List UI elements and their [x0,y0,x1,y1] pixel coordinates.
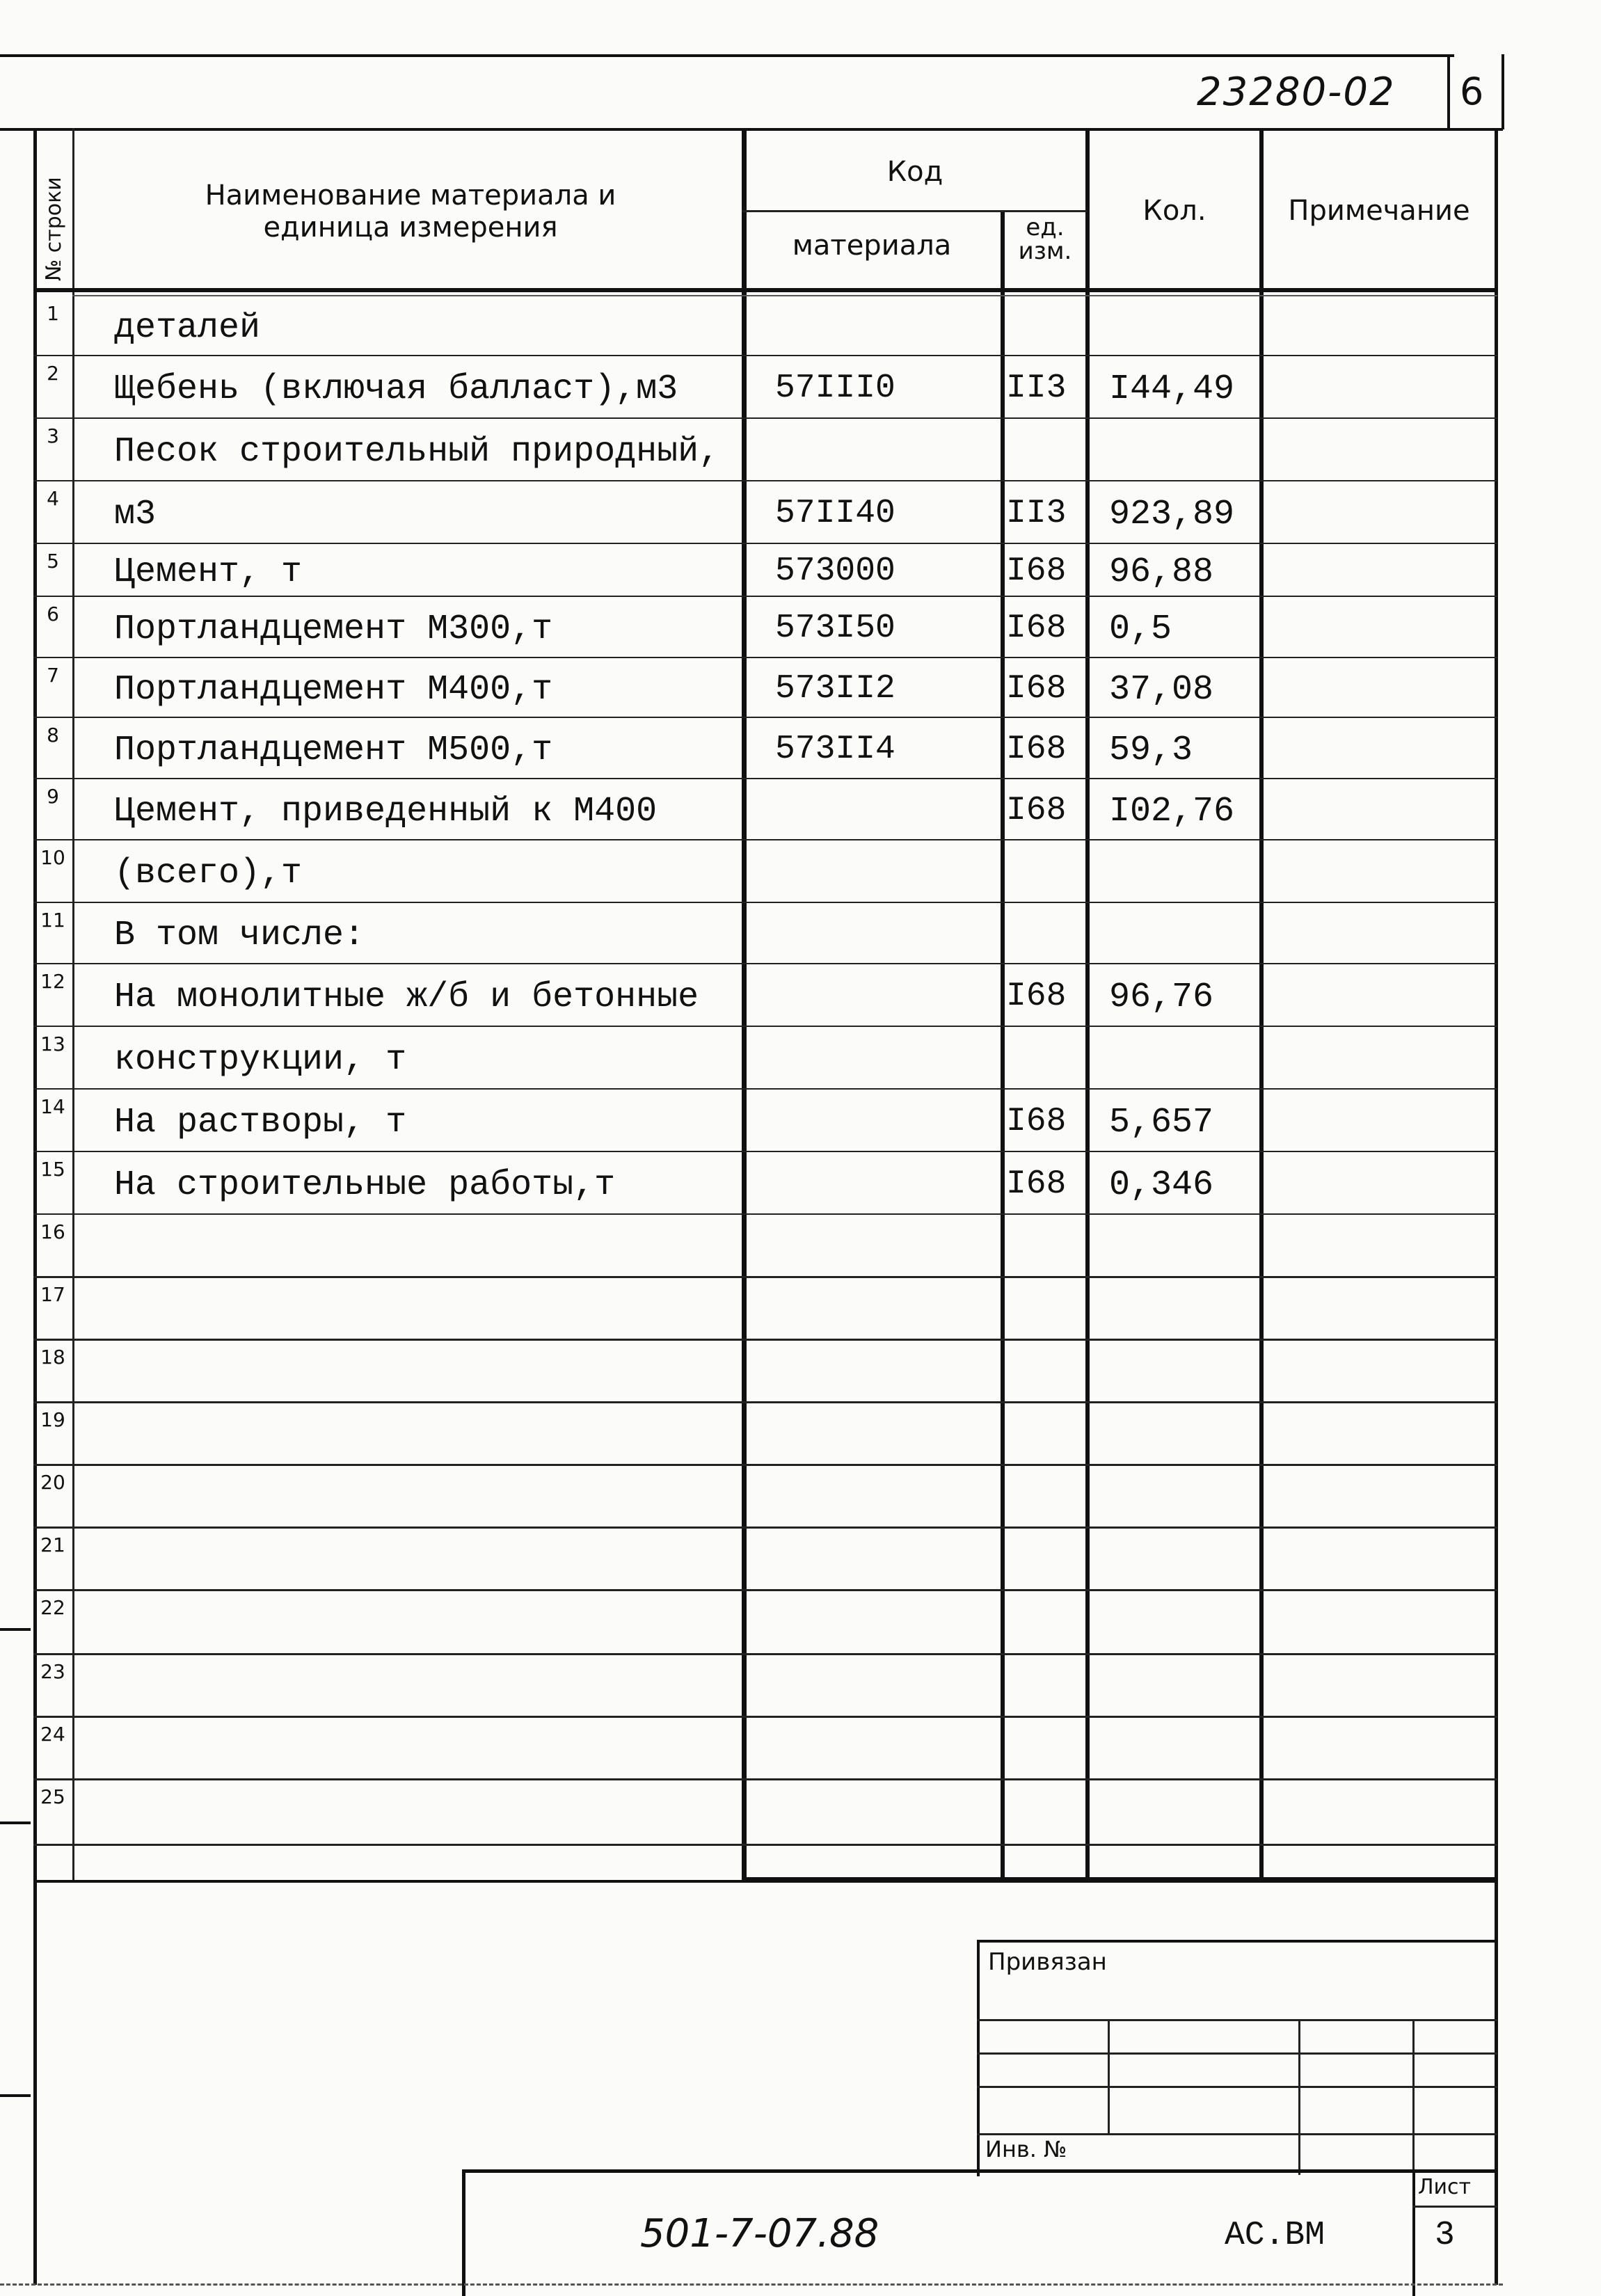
cell-unit: I68 [1006,609,1067,647]
header-bottom-line [0,128,1503,131]
page-box-divider [1447,54,1450,129]
cell-name: Щебень (включая балласт),м3 [114,369,678,409]
cell-code: 57III0 [775,369,895,407]
cell-unit: I68 [1006,670,1067,708]
cell-unit: I68 [1006,1103,1067,1140]
stamp-v-2 [1298,2019,1300,2175]
row-number: 3 [47,424,59,447]
col-divider-code [1001,212,1005,1882]
header-code: Код [886,156,943,188]
bottom-trim-line [0,2283,1503,2286]
margin-tick-3 [0,2094,31,2097]
row-number: 1 [47,302,59,325]
row-number: 11 [40,909,65,932]
row-line [33,963,1497,964]
row-line [33,1151,1497,1152]
row-number: 5 [47,550,59,573]
page-number: 6 [1460,70,1484,113]
cell-name: Песок строительный природный, [114,432,720,472]
row-line [33,778,1497,779]
row-number: 18 [40,1346,65,1369]
row-line [33,657,1497,658]
titleblock-left [462,2169,465,2296]
row-line [33,480,1497,481]
row-line [33,596,1497,597]
row-line [33,1026,1497,1027]
row-line [33,1088,1497,1090]
col-divider-qty [1259,128,1264,1881]
cell-code: 573000 [775,552,895,590]
frame-left [33,128,37,2285]
stamp-line-4 [977,2133,1497,2135]
row-number: 4 [47,487,59,510]
cell-name: Портландцемент М300,т [114,609,553,649]
cell-name: Портландцемент М400,т [114,670,553,710]
row-number: 7 [47,664,59,687]
cell-unit: I68 [1006,978,1067,1015]
cell-qty: 0,346 [1109,1165,1214,1205]
cell-name: Портландцемент М500,т [114,731,553,770]
row-line [33,1716,1497,1718]
cell-qty: 37,08 [1109,670,1214,710]
row-number: 23 [40,1660,65,1683]
row-number: 15 [40,1158,65,1181]
cell-code: 573II4 [775,731,895,768]
row-line [33,1401,1497,1403]
cell-qty: 5,657 [1109,1103,1214,1142]
stamp-line-2 [977,2052,1497,2055]
header-code-split [742,210,1087,212]
row-line [33,902,1497,903]
cell-unit: I68 [1006,792,1067,829]
sheet-value: 3 [1435,2217,1455,2254]
header-table-bottom [33,288,1497,292]
row-number: 25 [40,1785,65,1808]
header-code-unit: ед. изм. [1018,214,1072,265]
row-line [33,1653,1497,1655]
top-border-line [0,54,1454,57]
cell-qty: I44,49 [1109,369,1235,409]
cell-name: деталей [114,308,261,348]
row-number: 19 [40,1408,65,1431]
cell-qty: 59,3 [1109,731,1193,770]
row-number: 12 [40,970,65,993]
row-number: 8 [47,724,59,747]
stamp-left [977,1940,980,2176]
margin-tick-2 [0,1821,31,1824]
cell-qty: I02,76 [1109,792,1235,831]
row-line [33,417,1497,419]
stamp-top [977,1940,1497,1943]
cell-name: Цемент, приведенный к М400 [114,792,658,831]
stamp-line-3 [977,2086,1497,2088]
row-line [33,1589,1497,1591]
header-qty: Кол. [1142,195,1206,227]
header-note: Примечание [1288,195,1470,227]
row-number: 2 [47,362,59,385]
cell-qty: 923,89 [1109,495,1235,534]
row-number: 10 [40,846,65,869]
col-divider-rownum [72,128,74,1881]
row-line [33,1778,1497,1780]
sheet-label: Лист [1418,2175,1472,2199]
row-number: 21 [40,1533,65,1556]
row-number: 16 [40,1220,65,1243]
row-number: 24 [40,1723,65,1746]
row-line [33,543,1497,544]
row-line [33,1276,1497,1278]
doc-number: 23280-02 [1197,70,1396,115]
table-bottom-left [33,1880,743,1883]
cell-code: 57II40 [775,495,895,532]
header-name: Наименование материала и единица измерения [205,180,616,244]
designation: 501-7-07.88 [640,2211,879,2256]
row-line [33,1339,1497,1341]
sheet-label-line [1412,2206,1497,2208]
row-line [33,1464,1497,1466]
row-number: 9 [47,785,59,808]
frame-right [1495,128,1498,2285]
col-divider-name [742,128,747,1881]
cell-name: На строительные работы,т [114,1165,616,1205]
cell-qty: 96,76 [1109,978,1214,1017]
header-code-material: материала [792,230,952,262]
cell-name: Цемент, т [114,552,303,592]
table-bottom-thick [742,1877,1497,1883]
cell-qty: 0,5 [1109,609,1172,649]
stamp-v-1 [1108,2019,1110,2133]
cell-name: м3 [114,495,157,534]
header-table-bottom-2 [72,295,1497,296]
row-line [33,1844,1497,1846]
margin-tick-1 [0,1628,31,1631]
stamp-line-1 [977,2019,1497,2021]
row-number: 6 [47,603,59,625]
cell-name: На монолитные ж/б и бетонные [114,978,699,1017]
inv-no-label: Инв. № [985,2136,1067,2162]
cell-unit: I68 [1006,731,1067,768]
cell-name: конструкции, т [114,1040,407,1080]
cell-qty: 96,88 [1109,552,1214,592]
stamp-v-3 [1412,2019,1415,2175]
row-number: 14 [40,1095,65,1118]
header-row-no: № строки [42,177,66,281]
cell-name: На растворы, т [114,1103,407,1142]
row-line [33,839,1497,840]
col-divider-unit [1085,128,1090,1881]
cell-unit: I68 [1006,552,1067,590]
row-number: 17 [40,1283,65,1306]
cell-name: В том числе: [114,916,365,955]
cell-unit: I68 [1006,1165,1067,1203]
cell-name: (всего),т [114,854,303,893]
row-line [33,1213,1497,1215]
row-number: 13 [40,1033,65,1055]
sheet-divider [1412,2169,1415,2296]
titleblock-code: АС.ВМ [1225,2217,1325,2254]
row-number: 22 [40,1596,65,1619]
row-line [33,355,1497,356]
cell-unit: II3 [1006,495,1067,532]
row-line [33,717,1497,718]
privyazan-label: Привязан [988,1948,1107,1976]
row-line [33,1526,1497,1529]
cell-unit: II3 [1006,369,1067,407]
cell-code: 573II2 [775,670,895,708]
row-number: 20 [40,1471,65,1494]
page-box-right [1502,54,1504,129]
cell-code: 573I50 [775,609,895,647]
titleblock-top [462,2169,1497,2173]
